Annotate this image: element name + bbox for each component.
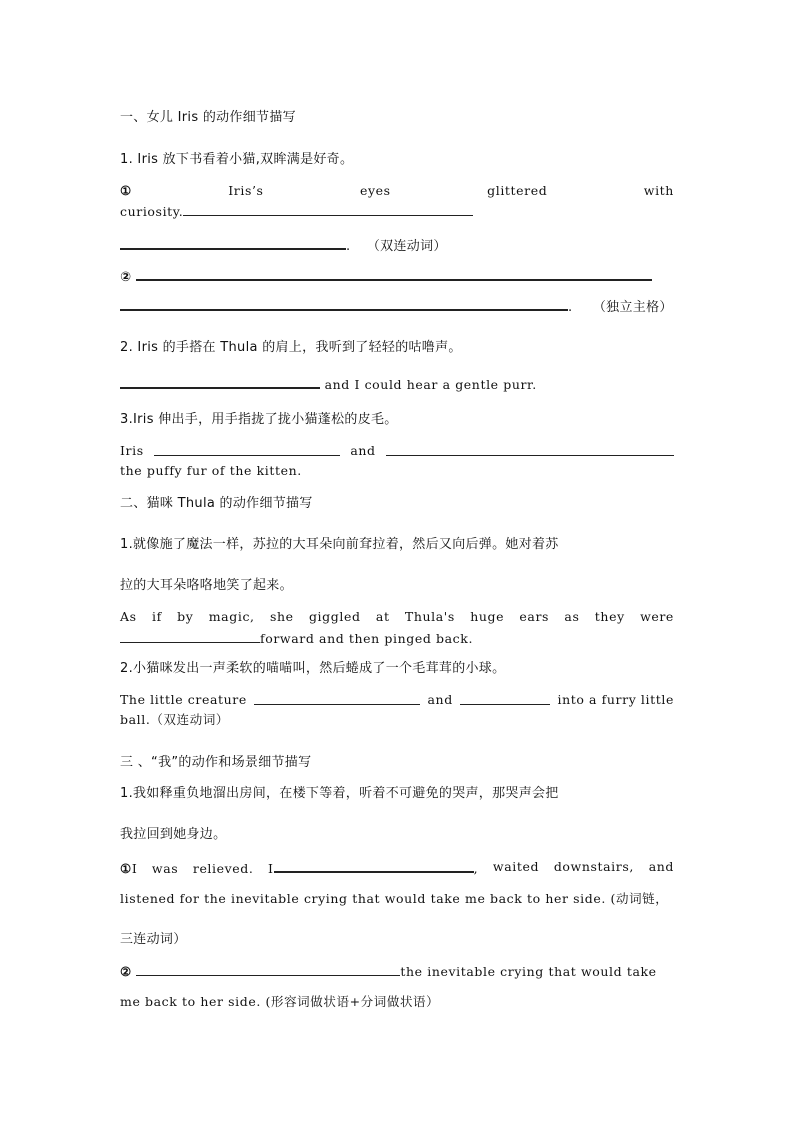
period: .	[346, 239, 351, 254]
word: and	[350, 443, 376, 458]
s3-q1-answer2-line2: me back to her side. (形容词做状语+分词做状语）	[120, 994, 440, 1009]
answer-text: the inevitable crying that would take	[400, 964, 657, 979]
s1-q1-answer1-line1	[120, 183, 674, 199]
s1-q3-prompt: 3.Iris 伸出手，用手指拢了拢小猫蓬松的皮毛。	[120, 412, 398, 427]
answer-blank[interactable]	[136, 963, 400, 976]
word: she	[269, 609, 294, 624]
word: magic,	[208, 609, 255, 624]
s3-q1-answer1-line3: 三连动词）	[120, 932, 187, 947]
answer-blank[interactable]	[386, 443, 674, 456]
s2-q2-prompt: 2.小猫咪发出一声柔软的喵喵叫，然后蜷成了一个毛茸茸的小球。	[120, 661, 506, 676]
circled-number-2: ②	[120, 964, 132, 979]
s3-q1-answer1-line2: listened for the inevitable crying that would take me back to her side. (动词链，	[120, 891, 669, 906]
word: by	[177, 609, 194, 624]
s1-q1-prompt: 1. Iris 放下书看着小猫,双眸满是好奇。	[120, 152, 354, 167]
s3-q1-answer2-line1	[120, 963, 674, 980]
answer-blank[interactable]	[154, 443, 340, 456]
s1-q1-answer1-line2	[120, 203, 674, 220]
circled-number-1: ①	[120, 861, 132, 876]
circled-number-1: ①	[120, 183, 132, 198]
word: as	[564, 609, 580, 624]
period: .	[568, 300, 573, 315]
answer-blank[interactable]	[274, 859, 474, 873]
answer-blank[interactable]	[120, 630, 260, 643]
grammar-note: （独立主格）	[592, 300, 673, 315]
s1-q3-answer-line1	[120, 443, 674, 459]
s2-q1-answer-line2	[120, 630, 674, 647]
word: curiosity.	[120, 204, 184, 219]
answer-blank[interactable]	[120, 297, 568, 311]
answer-blank[interactable]	[120, 375, 320, 389]
s3-q1-prompt-line2: 我拉回到她身边。	[120, 827, 227, 842]
s1-q2-answer	[120, 375, 674, 393]
section-2-heading: 二、猫咪 Thula 的动作细节描写	[120, 496, 313, 511]
word: As	[120, 609, 137, 624]
word: huge	[470, 609, 505, 624]
s1-q2-prompt: 2. Iris 的手搭在 Thula 的肩上，我听到了轻轻的咕噜声。	[120, 340, 462, 355]
word: giggled	[308, 609, 361, 624]
word: if	[151, 609, 162, 624]
word: and	[648, 859, 674, 874]
word: downstairs,	[553, 859, 634, 874]
word: and	[427, 692, 453, 707]
s2-q2-answer-line1	[120, 692, 674, 708]
section-3-heading: 三 、“我”的动作和场景细节描写	[120, 755, 312, 770]
answer-text: into a furry little	[557, 692, 674, 707]
word: waited	[492, 859, 540, 874]
s3-q1-prompt-line1: 1.我如释重负地溜出房间，在楼下等着，听着不可避免的哭声，那哭声会把	[120, 786, 559, 801]
answer-blank[interactable]	[120, 236, 346, 250]
s1-q1-answer2-line2	[120, 297, 674, 316]
word: glittered	[487, 183, 548, 198]
answer-text: and I could hear a gentle purr.	[324, 377, 537, 392]
s2-q1-prompt-line2: 拉的大耳朵咯咯地笑了起来。	[120, 578, 293, 593]
answer-text: I was relieved. I	[131, 861, 274, 876]
answer-blank[interactable]	[183, 203, 473, 216]
word: at	[375, 609, 390, 624]
word: eyes	[360, 183, 391, 198]
s2-q1-answer-line1	[120, 609, 674, 625]
s1-q3-answer-line2: the puffy fur of the kitten.	[120, 463, 302, 478]
word: with	[643, 183, 674, 198]
answer-blank[interactable]	[460, 692, 550, 705]
word: Iris	[120, 443, 144, 458]
answer-text: The little creature	[120, 692, 247, 707]
s2-q1-prompt-line1: 1.就像施了魔法一样，苏拉的大耳朵向前耷拉着，然后又向后弹。她对着苏	[120, 537, 559, 552]
answer-blank[interactable]	[136, 267, 652, 281]
grammar-note: （双连动词）	[366, 239, 447, 254]
word: they	[594, 609, 625, 624]
s1-q1-answer2-line1	[120, 267, 674, 286]
answer-text: forward and then pinged back.	[260, 631, 474, 646]
s1-q1-answer1-line3	[120, 236, 674, 255]
word: were	[640, 609, 674, 624]
s3-q1-answer1-line1: ①I was relieved. I , waited downstairs, and	[120, 859, 674, 876]
circled-number-2: ②	[120, 270, 132, 285]
section-1-heading: 一、女儿 Iris 的动作细节描写	[120, 110, 296, 125]
word: Iris’s	[228, 183, 264, 198]
s2-q2-answer-line2: ball.（双连动词）	[120, 712, 230, 727]
answer-blank[interactable]	[254, 692, 420, 705]
word: Thula's	[404, 609, 455, 624]
word: ears	[519, 609, 550, 624]
